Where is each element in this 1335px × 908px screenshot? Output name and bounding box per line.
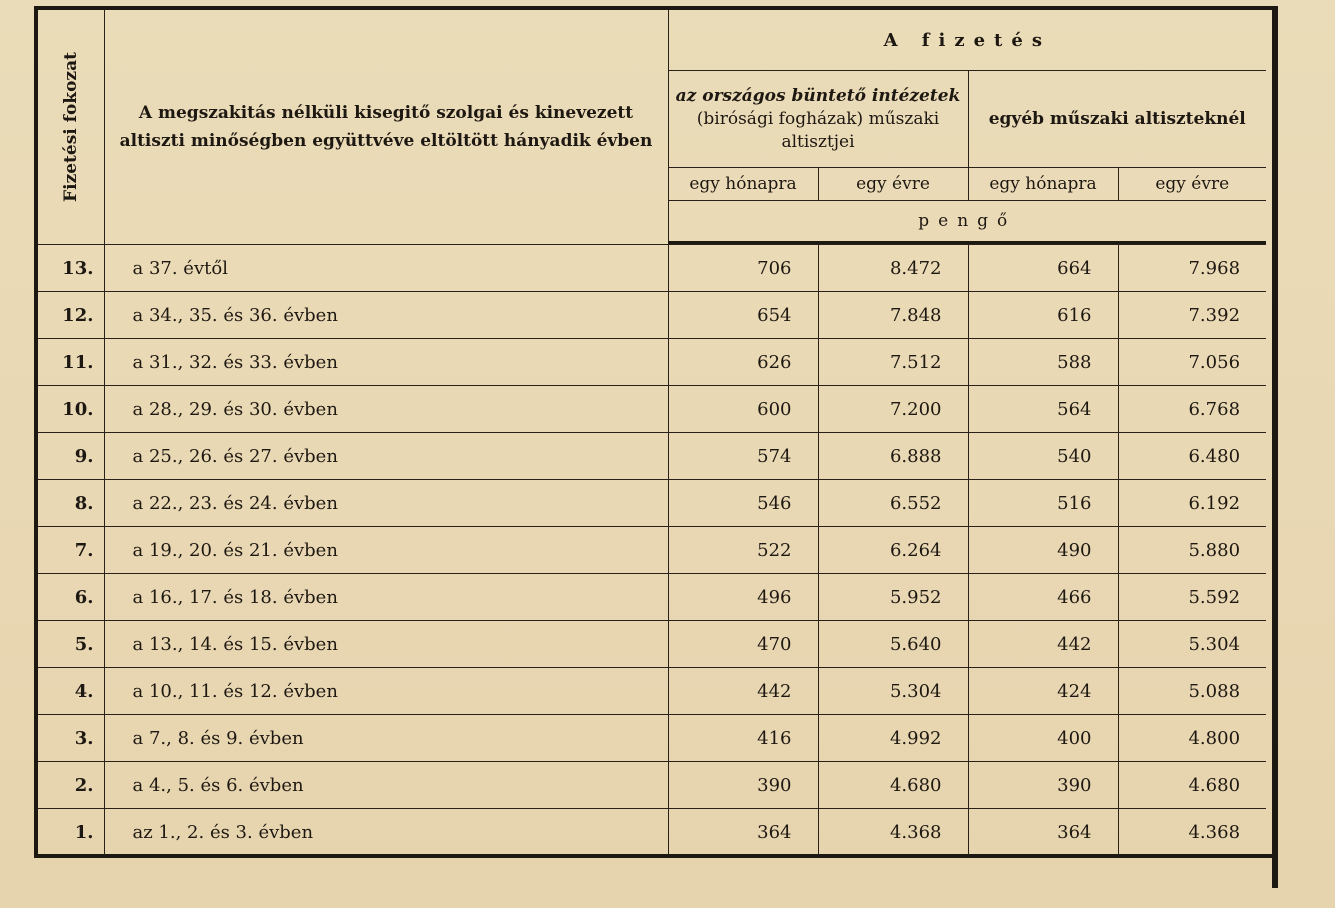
table-row (38, 668, 1266, 715)
unit-year-header: egy évre (1118, 168, 1266, 201)
grade-cell: 8. (38, 480, 104, 527)
prison-month-cell: 706 (668, 245, 818, 292)
prison-month-cell: 522 (668, 527, 818, 574)
prison-month-cell: 546 (668, 480, 818, 527)
other-month-cell: 616 (968, 292, 1118, 339)
table-row (38, 339, 1266, 386)
prison-month-cell: 390 (668, 762, 818, 809)
other-month-cell: 364 (968, 809, 1118, 857)
other-month-cell: 466 (968, 574, 1118, 621)
grade-cell: 13. (38, 245, 104, 292)
other-year-cell: 5.592 (1118, 574, 1266, 621)
grade-cell: 11. (38, 339, 104, 386)
prison-month-cell: 574 (668, 433, 818, 480)
prison-year-cell: 7.848 (818, 292, 968, 339)
unit-month-header: egy hónapra (968, 168, 1118, 201)
prison-month-cell: 364 (668, 809, 818, 857)
prison-month-cell: 470 (668, 621, 818, 668)
prison-year-cell: 5.952 (818, 574, 968, 621)
years-cell: a 37. évtől (104, 245, 668, 292)
grade-cell: 1. (38, 809, 104, 857)
salary-header: A fizetés (668, 10, 1266, 71)
prison-month-cell: 600 (668, 386, 818, 433)
other-month-cell: 424 (968, 668, 1118, 715)
years-cell: a 25., 26. és 27. évben (104, 433, 668, 480)
unit-year-header: egy évre (818, 168, 968, 201)
other-year-cell: 5.880 (1118, 527, 1266, 574)
grade-cell: 3. (38, 715, 104, 762)
other-year-cell: 4.680 (1118, 762, 1266, 809)
description-column-header: A megszakitás nélküli kisegitő szolgai és kinevezett altiszti minőségben együttvéve eltöltött hányadik évben (104, 10, 668, 245)
prison-year-cell: 8.472 (818, 245, 968, 292)
prison-month-cell: 654 (668, 292, 818, 339)
other-year-cell: 4.368 (1118, 809, 1266, 857)
years-cell: a 16., 17. és 18. évben (104, 574, 668, 621)
years-cell: a 4., 5. és 6. évben (104, 762, 668, 809)
other-year-cell: 6.480 (1118, 433, 1266, 480)
table-row (38, 292, 1266, 339)
other-year-cell: 4.800 (1118, 715, 1266, 762)
other-month-cell: 588 (968, 339, 1118, 386)
grade-cell: 4. (38, 668, 104, 715)
other-month-cell: 400 (968, 715, 1118, 762)
table-row (38, 433, 1266, 480)
other-month-cell: 564 (968, 386, 1118, 433)
salary-table (38, 10, 1266, 858)
unit-month-header: egy hónapra (668, 168, 818, 201)
years-cell: a 31., 32. és 33. évben (104, 339, 668, 386)
other-month-cell: 540 (968, 433, 1118, 480)
prison-year-cell: 5.304 (818, 668, 968, 715)
prison-year-cell: 6.264 (818, 527, 968, 574)
prison-year-cell: 7.512 (818, 339, 968, 386)
prison-year-cell: 4.680 (818, 762, 968, 809)
table-row (38, 480, 1266, 527)
prison-year-cell: 4.992 (818, 715, 968, 762)
table-body (38, 245, 1266, 857)
other-month-cell: 516 (968, 480, 1118, 527)
prison-staff-header (668, 71, 968, 168)
other-staff-header: egyéb műszaki altiszteknél (968, 71, 1266, 168)
years-cell: a 19., 20. és 21. évben (104, 527, 668, 574)
grade-cell: 2. (38, 762, 104, 809)
years-cell: a 7., 8. és 9. évben (104, 715, 668, 762)
prison-year-cell: 6.888 (818, 433, 968, 480)
table-row (38, 762, 1266, 809)
other-year-cell: 6.192 (1118, 480, 1266, 527)
prison-month-cell: 442 (668, 668, 818, 715)
table-row (38, 386, 1266, 433)
prison-year-cell: 6.552 (818, 480, 968, 527)
years-cell: a 13., 14. és 15. évben (104, 621, 668, 668)
table-row (38, 245, 1266, 292)
other-year-cell: 6.768 (1118, 386, 1266, 433)
other-year-cell: 5.304 (1118, 621, 1266, 668)
other-month-cell: 442 (968, 621, 1118, 668)
grade-cell: 10. (38, 386, 104, 433)
prison-month-cell: 416 (668, 715, 818, 762)
grade-column-header: Fizetési fokozat (38, 10, 104, 245)
grade-cell: 12. (38, 292, 104, 339)
years-cell: a 28., 29. és 30. évben (104, 386, 668, 433)
table-row (38, 809, 1266, 857)
other-year-cell: 7.056 (1118, 339, 1266, 386)
other-month-cell: 390 (968, 762, 1118, 809)
table-row (38, 715, 1266, 762)
prison-month-cell: 496 (668, 574, 818, 621)
other-year-cell: 7.392 (1118, 292, 1266, 339)
currency-header: pengő (668, 201, 1266, 243)
grade-cell: 5. (38, 621, 104, 668)
years-cell: az 1., 2. és 3. évben (104, 809, 668, 857)
table-row (38, 574, 1266, 621)
other-month-cell: 664 (968, 245, 1118, 292)
table-row (38, 527, 1266, 574)
prison-staff-rest: (birósági fogházak) műszaki altisztjei (696, 108, 940, 152)
prison-year-cell: 5.640 (818, 621, 968, 668)
other-year-cell: 7.968 (1118, 245, 1266, 292)
table-row (38, 621, 1266, 668)
other-year-cell: 5.088 (1118, 668, 1266, 715)
years-cell: a 34., 35. és 36. évben (104, 292, 668, 339)
grade-cell: 7. (38, 527, 104, 574)
years-cell: a 10., 11. és 12. évben (104, 668, 668, 715)
prison-year-cell: 7.200 (818, 386, 968, 433)
other-month-cell: 490 (968, 527, 1118, 574)
years-cell: a 22., 23. és 24. évben (104, 480, 668, 527)
prison-month-cell: 626 (668, 339, 818, 386)
grade-cell: 6. (38, 574, 104, 621)
prison-staff-italic: az országos büntető intézetek (675, 85, 961, 106)
prison-year-cell: 4.368 (818, 809, 968, 857)
grade-cell: 9. (38, 433, 104, 480)
